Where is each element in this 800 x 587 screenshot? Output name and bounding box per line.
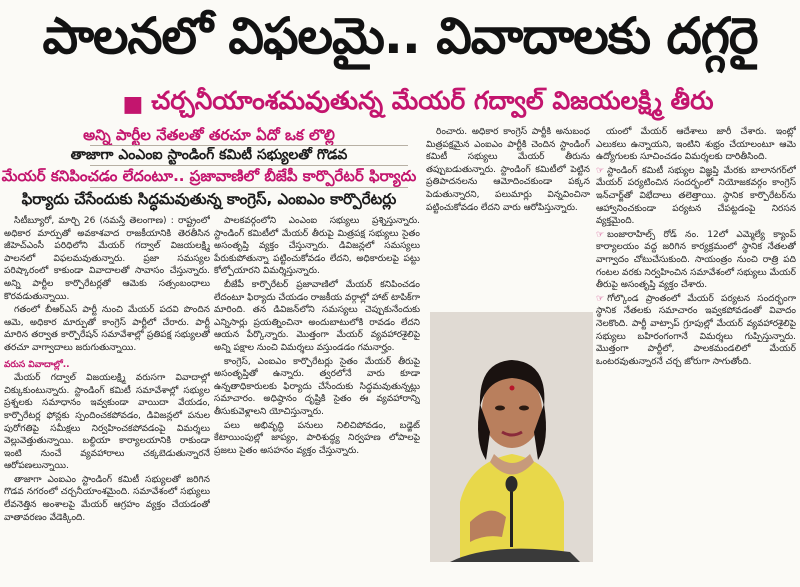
pointing-hand-icon: ☞	[596, 229, 605, 240]
pointing-hand-icon: ☞	[596, 165, 605, 176]
pointing-hand-icon: ☞	[596, 293, 605, 304]
paragraph	[4, 304, 210, 354]
paragraph	[214, 356, 420, 419]
paragraph-text: బీజేపీ కార్పొరేటర్ ప్రజావాణిలో మేయర్ కనిపించడం లేదంటూ ఫిర్యాదు చేయడం రాజకీయ వర్గాల్లో హాట్ టాపిక్‌గా మారింది. తన డివిజన్‌లోని సమస్యలు చెప్పుకునేందుకు ఎన్నిసార్లు ప్రయత్నించినా అందుబాటులోకి రావడం లేదని ఆయన పేర్కొన్నారు. మొత్తంగా మేయర్ వ్యవహారశైలిపై అన్ని పక్షాల నుంచి విమర్శలు వస్తుండడం గమనార్హం.	[214, 279, 420, 353]
mayor-photo	[430, 312, 593, 562]
paragraph-text: బంజారాహిల్స్ రోడ్ నం. 12లో ఎమ్మెల్యే క్యాంప్ కార్యాలయం వద్ద జరిగిన కార్యక్రమంలో స్థానిక నేతలతో వాగ్వాదం చోటుచేసుకుంది. సాయంత్రం నుంచి రాత్రి పది గంటల వరకు నిర్వహించిన సమావేశంలో సభ్యులు మేయర్ తీరుపై అసంతృప్తి వ్యక్తం చేశారు.	[596, 229, 796, 291]
paragraph-text: తాజాగా ఎంఐఎం స్టాండింగ్ కమిటీ సభ్యులతో జరిగిన గొడవ నగరంలో చర్చనీయాంశమైంది. సమావేశంలో సభ్యులు లేవనెత్తిన అంశాలపై మేయర్ ఆగ్రహం వ్యక్తం చేయడంతో వాతావరణం వేడెక్కింది.	[4, 474, 210, 523]
article-column-3-top	[426, 126, 590, 311]
paragraph	[4, 372, 210, 473]
paragraph	[214, 215, 420, 278]
bullet-square-icon: ■	[122, 91, 144, 117]
paragraph-text: పాలకవర్గంలోని ఎంఎంఐ సభ్యులు ప్రశ్నిస్తున్నారు. స్టాండింగ్ కమిటీలో మేయర్ తీరుపై మిత్రపక్ష సభ్యులు సైతం అసంతృప్తి వ్యక్తం చేస్తున్నారు. డివిజన్లలో సమస్యలు పేరుకుపోతున్నా పట్టించుకోవడం లేదని, అధికారులపై పట్టు కోల్పోయారని విమర్శిస్తున్నారు.	[214, 216, 420, 277]
deck-line-3: మేయర్ కనిపించడం లేదంటూ.. ప్రజావాణిలో బీజేపీ కార్పొరేటర్ ఫిర్యాదు	[1, 167, 417, 185]
subheadline-text: చర్చనీయాంశమవుతున్న మేయర్ గద్వాల్ విజయలక్ష్మి తీరు	[151, 86, 714, 115]
paragraph-text: పలు అభివృద్ధి పనులు నిలిచిపోవడం, బడ్జెట్ కేటాయింపుల్లో జాప్యం, పారిశుద్ధ్య నిర్వహణ లోపాలపై ప్రజలు సైతం అసహనం వ్యక్తం చేస్తున్నారు.	[214, 420, 420, 456]
paragraph-text: మేయర్ గద్వాల్ విజయలక్ష్మి వరుసగా వివాదాల్లో చిక్కుకుంటున్నారు. స్టాండింగ్ కమిటీ సమావేశాల్లో సభ్యుల ప్రశ్నలకు సమాధానం ఇవ్వకుండా వాయిదా వేయడం, కార్పొరేటర్ల ఫోన్లకు స్పందించకపోవడం, డివిజన్లలో పనుల పురోగతిపై సమీక్షలు నిర్వహించకపోవడంపై విమర్శలు వెల్లువెత్తుతున్నాయి. బల్దియా కార్యాలయానికి రాకుండా ఇంటి నుంచే వ్యవహారాలు చక్కబెడుతున్నారనే ఆరోపణలున్నాయి.	[4, 373, 210, 472]
paragraph	[596, 229, 796, 292]
paragraph-text: స్టాండింగ్ కమిటీ సభ్యుల విజ్ఞప్తి మేరకు బాలానగర్‌లో మేయర్ పర్యటించిన సందర్భంలో నియోజకవర్గం కాంగ్రెస్ ఇన్‌చార్జ్‌తో విభేదాలు తలెత్తాయి. స్థానిక కార్పొరేటర్‌ను ఆహ్వానించకుండా పర్యటన చేపట్టడంపై నిరసన వ్యక్తమైంది.	[596, 165, 796, 227]
headline: పాలనలో విఫలమై.. వివాదాలకు దగ్గరై	[42, 6, 758, 65]
deck-divider	[90, 165, 408, 166]
deck-divider	[90, 187, 408, 188]
paragraph	[596, 126, 796, 164]
paragraph	[214, 279, 420, 355]
portrait-illustration	[430, 312, 593, 562]
paragraph	[4, 474, 210, 524]
paragraph-text: గతంలో బీఆర్ఎస్ పార్టీ నుంచి మేయర్ పదవి పొందిన ఆమె, అధికార మార్పుతో కాంగ్రెస్ పార్టీలో చేరారు. పార్టీ మారిన తర్వాత కార్పొరేషన్ సమావేశాల్లో ప్రతిపక్ష సభ్యులతో తరచూ వాగ్వాదాలు జరుగుతున్నాయి.	[4, 305, 210, 353]
subheadline	[118, 86, 718, 122]
deck-line-2: తాజాగా ఎంఎంఐ స్టాండింగ్ కమిటీ సభ్యులతో గొడవ	[70, 147, 348, 163]
paragraph-text: రించారు. అధికార కాంగ్రెస్ పార్టీకి అనుబంధ మిత్రపక్షమైన ఎంఐఎం పార్టీకి చెందిన స్టాండింగ్ కమిటీ సభ్యులు మేయర్ తీరును తప్పుబడుతున్నారు. స్టాండింగ్ కమిటీలో పెట్టిన ప్రతిపాదనలను ఆమోదించకుండా పక్కన పెడుతున్నారని, పలుమార్లు విన్నవించినా పట్టించుకోవడం లేదని వారు ఆరోపిస్తున్నారు.	[426, 127, 590, 213]
paragraph	[426, 126, 590, 214]
paragraph	[214, 420, 420, 458]
article-column-2	[214, 215, 420, 583]
deck-line-4: ఫిర్యాదు చేసేందుకు సిద్ధమవుతున్న కాంగ్రెస్, ఎంఐఎం కార్పొరేటర్లు	[21, 190, 397, 208]
paragraph-text: సిటీబ్యూరో, మార్చి 26 (నమస్తే తెలంగాణ) : రాష్ట్రంలో అధికార మార్పుతో అవకాశవాద రాజకీయానికి తెరతీసిన జీహెచ్ఎంసీ పరిధిలోని మేయర్ గద్వాల్ విజయలక్ష్మి పాలనలో విఫలమవుతున్నారు. ప్రజా సమస్యల పరిష్కారంలో కాకుండా వివాదాలతో సావాసం చేస్తున్నారు. అన్ని పార్టీల కార్పొరేటర్లతో ఆమెకు సత్సంబంధాలు కొరవడుతున్నాయి.	[4, 216, 210, 302]
deck-divider	[90, 145, 408, 146]
paragraph-text: కాంగ్రెస్, ఎంఐఎం కార్పొరేటర్లు సైతం మేయర్ తీరుపై అసంతృప్తితో ఉన్నారు. త్వరలోనే వారు కూడా ఉన్నతాధికారులకు ఫిర్యాదు చేసేందుకు సిద్ధమవుతున్నట్లు సమాచారం. అధిష్ఠానం దృష్టికి సైతం ఈ వ్యవహారాన్ని తీసుకువెళ్లాలని యోచిస్తున్నారు.	[214, 356, 420, 417]
paragraph-text: వరుస వివాదాల్లో..	[4, 359, 70, 370]
paragraph	[4, 215, 210, 303]
paragraph	[596, 293, 796, 369]
section-heading	[4, 359, 210, 372]
article-column-4	[596, 126, 796, 584]
paragraph-text: గోల్కొండ ప్రాంతంలో మేయర్ పర్యటన సందర్భంగా స్థానిక నేతలకు సమాచారం ఇవ్వకపోవడంతో వివాదం నెలకొంది. పార్టీ వాట్సాప్ గ్రూపుల్లో మేయర్ వ్యవహారశైలిపై సభ్యులు బహిరంగంగానే విమర్శలు గుప్పిస్తున్నారు. మొత్తంగా పార్టీలో, పాలకమండలిలో మేయర్ ఒంటరవుతున్నారనే చర్చ జోరుగా సాగుతోంది.	[596, 293, 796, 367]
deck-line-1: అన్ని పార్టీల నేతలతో తరచూ ఏదో ఒక లొల్లి	[83, 126, 335, 144]
paragraph-text: యంలో మేయర్ ఆదేశాలు జారీ చేశారు. ఇంట్లో ఎలుకలు ఉన్నాయని, ఇంటిని శుభ్రం చేయాలంటూ ఆమె ఉద్యోగులకు సూచించడం విమర్శలకు దారితీసింది.	[596, 127, 796, 163]
paragraph	[596, 165, 796, 228]
article-column-1	[4, 215, 210, 583]
